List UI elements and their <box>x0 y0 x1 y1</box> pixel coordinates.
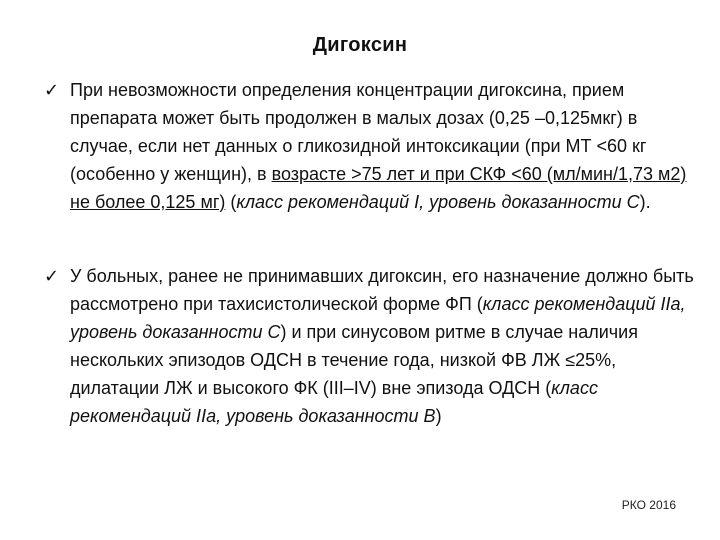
bullet-2-text-part-a: У больных, ранее не принимавших дигоксин, его назначение должно быть рассмотрено при тахисистолической форме ФП ( <box>70 266 694 314</box>
bullet-2-recommendation-class-1: класс рекомендаций IIa, уровень доказанности С <box>70 294 686 342</box>
bullet-2-recommendation-class-2: класс рекомендаций IIa, уровень доказанности В <box>70 378 598 426</box>
bullet-item-2 <box>44 262 694 430</box>
slide-title: Дигоксин <box>312 34 408 56</box>
bullet-text-2 <box>70 262 694 430</box>
checkmark-icon: ✓ <box>44 80 60 100</box>
bullet-1-recommendation-class: класс рекомендаций I, уровень доказанности С <box>236 192 640 212</box>
bullet-2-text-part-c: ) <box>435 406 442 426</box>
footer-source: РКО 2016 <box>621 498 676 512</box>
bullet-1-text-part-b: ( <box>225 192 237 212</box>
checkmark-icon: ✓ <box>44 266 60 286</box>
bullet-text-1 <box>70 76 694 216</box>
bullet-1-underlined-text: возрасте >75 лет и при СКФ <60 (мл/мин/1,73 м2) не более 0,125 мг) <box>70 164 687 212</box>
bullet-1-text-part-c: ). <box>639 192 651 212</box>
bullet-item-1 <box>44 76 694 216</box>
bullet-2-text-part-b: ) и при синусовом ритме в случае наличия нескольких эпизодов ОДСН в течение года, низкой ФВ ЛЖ ≤25%, дилатации ЛЖ и высокого ФК (III–IV) вне эпизода ОДСН ( <box>70 322 638 398</box>
bullet-1-text-part-a: При невозможности определения концентрации дигоксина, прием препарата может быть продолжен в малых дозах (0,25 –0,125мкг) в случае, если нет данных о гликозидной интоксикации (при МТ <60 кг (особенно у женщин), в <box>70 80 647 184</box>
